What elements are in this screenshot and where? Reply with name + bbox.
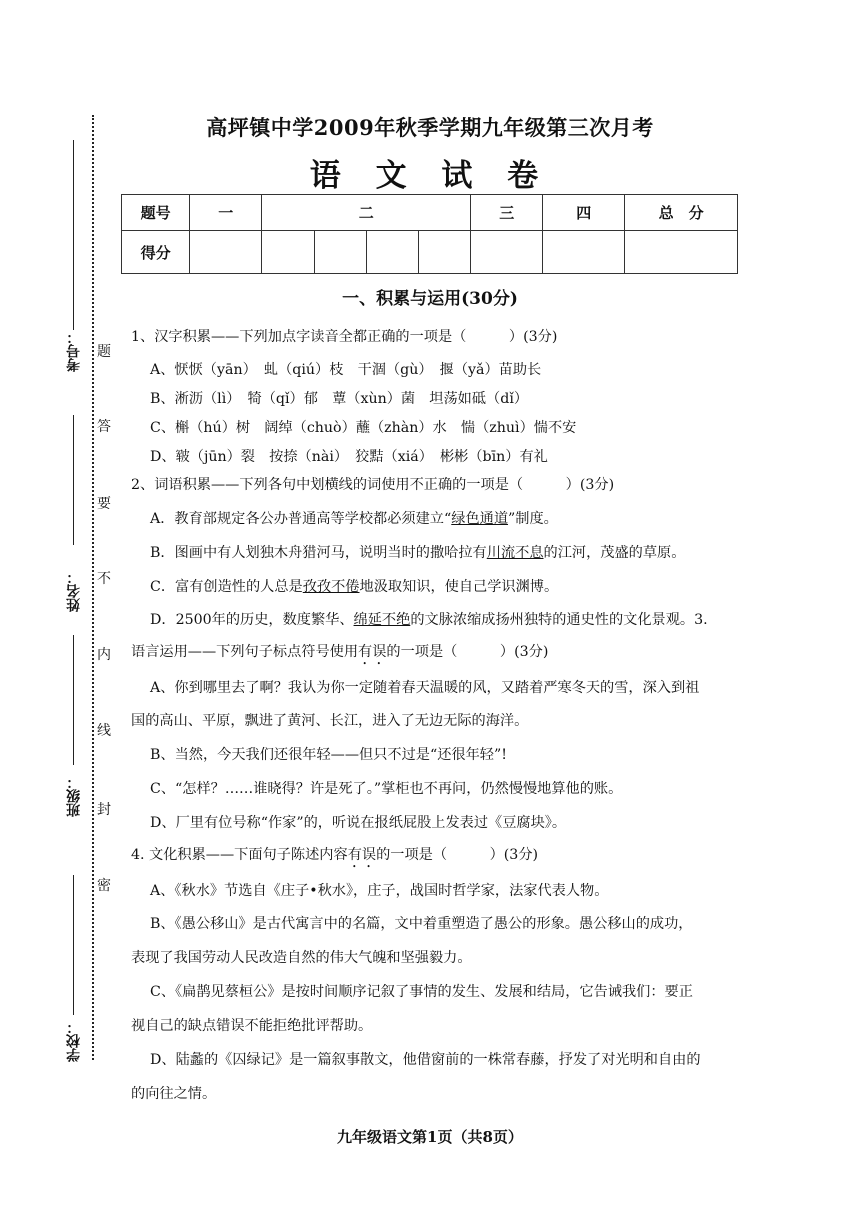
score-table-cell: 总 分 [625,195,738,231]
seal-char: 密 [94,879,114,893]
question-1-stem: 1、汉字积累——下列加点字读音全都正确的一项是（ ）(3分) [131,329,558,345]
school-label: 学校： [66,1020,82,1062]
score-input-cell[interactable] [314,231,366,274]
score-table-header-row [122,195,738,231]
question-4-option-d-cont: 的向往之情。 [131,1086,217,1102]
option-text: 的江河，茂盛的草原。 [543,545,686,561]
question-4-stem [131,845,538,871]
question-4-option-a: A、《秋水》节选自《庄子•秋水》，庄子，战国时哲学家，法家代表人物。 [150,883,609,899]
option-text: A．教育部规定各公办普通高等学校都必须建立“ [150,511,452,527]
option-text: C．富有创造性的人总是 [150,579,303,595]
option-text: 地汲取知识，使自己学识渊博。 [359,579,559,595]
page-footer: 九年级语文第1页（共8页） [337,1128,523,1146]
stem-text: 的一项是（ ）(3分) [376,847,539,863]
option-text: ”制度。 [508,511,558,527]
seal-char: 内 [94,648,114,662]
score-table-cell: 一 [190,195,262,231]
seal-char: 答 [94,420,114,434]
score-input-cell[interactable] [366,231,418,274]
score-table-cell: 得分 [122,231,190,274]
binding-margin [58,115,111,1065]
score-table-cell: 二 [262,195,471,231]
question-3-option-a: A、你到哪里去了啊？我认为你一定随着春天温暖的风，又踏着严寒冬天的雪，深入到祖 [150,680,700,696]
question-4-option-b: B、《愚公移山》是古代寓言中的名篇，文中着重塑造了愚公的形象。愚公移山的成功， [150,916,693,932]
exam-subtitle: 语 文 试 卷 [309,158,551,194]
score-input-cell[interactable] [418,231,470,274]
option-text: 的文脉浓缩成扬州独特的通史性的文化景观。3. [410,612,708,628]
question-3-option-b: B、当然，今天我们还很年轻——但只不过是“还很年轻”! [150,747,507,763]
seal-dotted-line [92,115,94,1060]
class-label: 班级： [66,775,82,817]
question-1-option-c: C、槲（hú）树 阔绰（chuò）蘸（zhàn）水 惴（zhuì）惴不安 [150,420,577,436]
question-4-option-c: C、《扁鹊见蔡桓公》是按时间顺序记叙了事情的发生、发展和结局，它告诫我们：要正 [150,984,693,1000]
exam-number-label: 考号： [66,330,82,372]
question-4-option-b-cont: 表现了我国劳动人民改造自然的伟大气魄和坚强毅力。 [131,950,472,966]
score-input-cell[interactable] [471,231,543,274]
question-4-option-d: D、陆蠡的《囚绿记》是一篇叙事散文，他借窗前的一株常春藤，抒发了对光明和自由的 [150,1052,701,1068]
school-line [73,875,74,1015]
stem-text: 语言运用——下列句子标点符号使用 [131,644,359,660]
question-2-option-a [150,509,558,529]
seal-char: 要 [94,497,114,511]
name-line [73,415,74,545]
option-text: B．图画中有人划独木舟猎河马，说明当时的撒哈拉有 [150,545,487,561]
question-3-option-c: C、“怎样？……谁晓得？许是死了。”掌柜也不再问，仍然慢慢地算他的账。 [150,781,623,797]
score-table-cell: 题号 [122,195,190,231]
underlined-term: 绿色通道 [451,511,509,527]
score-input-cell[interactable] [262,231,314,274]
question-1-option-b: B、淅沥（lì） 犄（qǐ）郁 蕈（xùn）菌 坦荡如砥（dǐ） [150,391,529,407]
underlined-term: 绵延不绝 [353,612,411,628]
underlined-term: 孜孜不倦 [302,579,360,595]
score-input-cell[interactable] [625,231,738,274]
emphasis-term: 有误 [358,644,387,660]
emphasis-term: 有误 [347,847,377,863]
seal-char: 题 [94,345,114,359]
question-2-option-d [150,610,708,630]
stem-text: 4. 文化积累——下面句子陈述内容 [131,847,348,863]
seal-char: 不 [94,572,114,586]
option-text: D．2500年的历史，数度繁华、 [150,612,354,628]
question-2-stem: 2、词语积累——下列各句中划横线的词使用不正确的一项是（ ）(3分) [131,477,615,493]
question-1-option-d: D、皲（jūn）裂 按捺（nài） 狡黠（xiá） 彬彬（bīn）有礼 [150,449,548,465]
seal-char: 封 [94,803,114,817]
question-4-option-c-cont: 视自己的缺点错误不能拒绝批评帮助。 [131,1018,373,1034]
question-3-stem [131,642,548,668]
score-table-cell: 四 [543,195,625,231]
section-heading: 一、积累与运用(30分) [342,289,518,309]
score-table-score-row [122,231,738,274]
class-line [73,635,74,765]
question-1-option-a: A、恹恹（yān） 虬（qiú）枝 干涸（gù） 揠（yǎ）苗助长 [150,362,542,378]
score-table [121,194,738,274]
underlined-term: 川流不息 [486,545,544,561]
name-label: 姓名： [66,570,82,612]
score-table-cell: 三 [471,195,543,231]
stem-text: 的一项是（ ）(3分) [386,644,549,660]
seal-char: 线 [94,724,114,738]
question-2-option-b [150,543,685,563]
score-input-cell[interactable] [543,231,625,274]
question-3-option-d: D、厂里有位号称“作家”的，听说在报纸屁股上发表过《豆腐块》。 [150,815,567,831]
question-2-option-c [150,577,558,597]
exam-title: 高坪镇中学2009年秋季学期九年级第三次月考 [206,115,654,140]
question-3-option-a-cont: 国的高山、平原，飘进了黄河、长江，进入了无边无际的海洋。 [131,713,529,729]
score-input-cell[interactable] [190,231,262,274]
